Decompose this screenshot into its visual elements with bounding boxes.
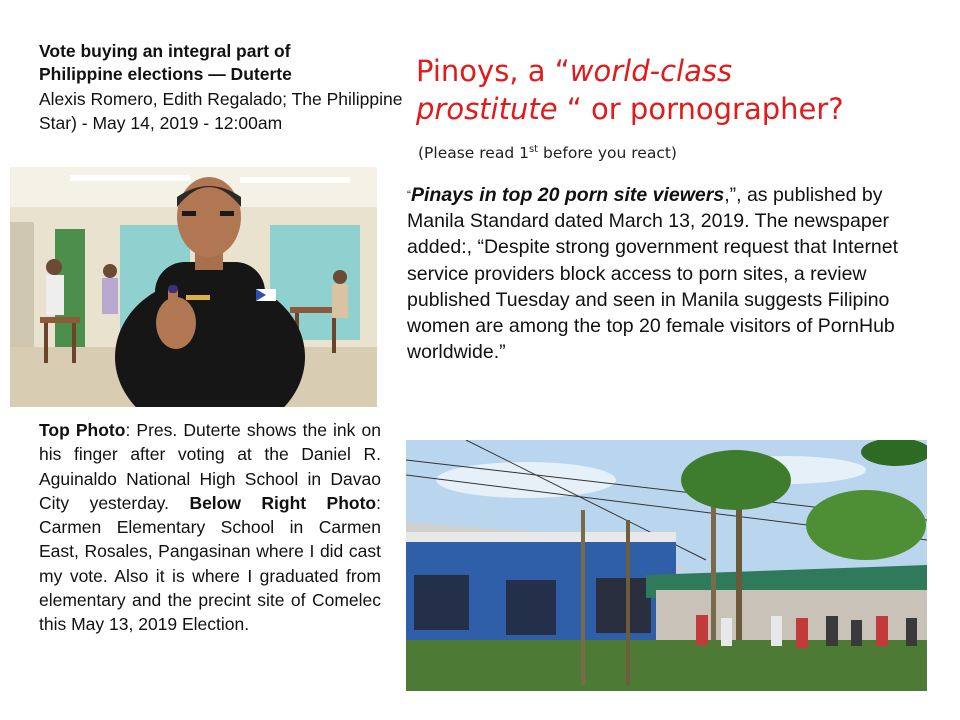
headline-line-1: Vote buying an integral part of (39, 41, 291, 61)
carmen-school-illustration (406, 440, 927, 691)
page-title (416, 52, 936, 128)
duterte-voting-photo (10, 167, 377, 407)
caption-below-label: Below Right Photo (189, 492, 377, 513)
caption-top-text: : Pres. Duterte shows the ink on his finger after voting at the Daniel R. Aguinaldo National High School in Davao City yesterday. (39, 420, 381, 513)
note-post: before you react) (538, 144, 677, 163)
note-sup: st (528, 144, 539, 155)
photo-caption (39, 418, 381, 637)
headline (39, 40, 409, 86)
note-pre: (Please read 1 (418, 144, 529, 163)
article-bold-title: Pinays in top 20 porn site viewers (411, 184, 725, 206)
title-line-2 (416, 90, 936, 128)
title-part-1: Pinoys, a “ (416, 54, 570, 88)
byline: Alexis Romero, Edith Regalado; The Philippine Star) - May 14, 2019 - 12:00am (39, 89, 403, 133)
headline-line-2: Philippine elections — Duterte (39, 64, 292, 84)
title-italic-1: world-class (569, 54, 733, 88)
read-first-note (418, 140, 858, 163)
article-body: ,”, as published by Manila Standard dated March 13, 2019. The newspaper added:, “Despite strong government request that Internet service providers block access to porn sites, a review published Tuesday and seen in Manila suggests Filipino women are among the top 20 female visitors of PornHub worldwide.” (407, 184, 899, 364)
carmen-school-photo (406, 440, 927, 691)
caption-top-label: Top Photo (39, 420, 126, 440)
article-paragraph (407, 182, 927, 365)
caption-below-text: : Carmen Elementary School in Carmen East, Rosales, Pangasinan where I did cast my vote. Also it is where I graduated from elementary and the precint site of Comelec this May 13, 2019 Election. (39, 492, 381, 635)
article-open-quote: “ (407, 188, 411, 202)
duterte-voting-illustration (10, 167, 377, 407)
title-part-2: “ or pornographer? (557, 92, 844, 126)
title-line-1 (416, 52, 936, 90)
title-italic-2: prostitute (416, 92, 558, 126)
